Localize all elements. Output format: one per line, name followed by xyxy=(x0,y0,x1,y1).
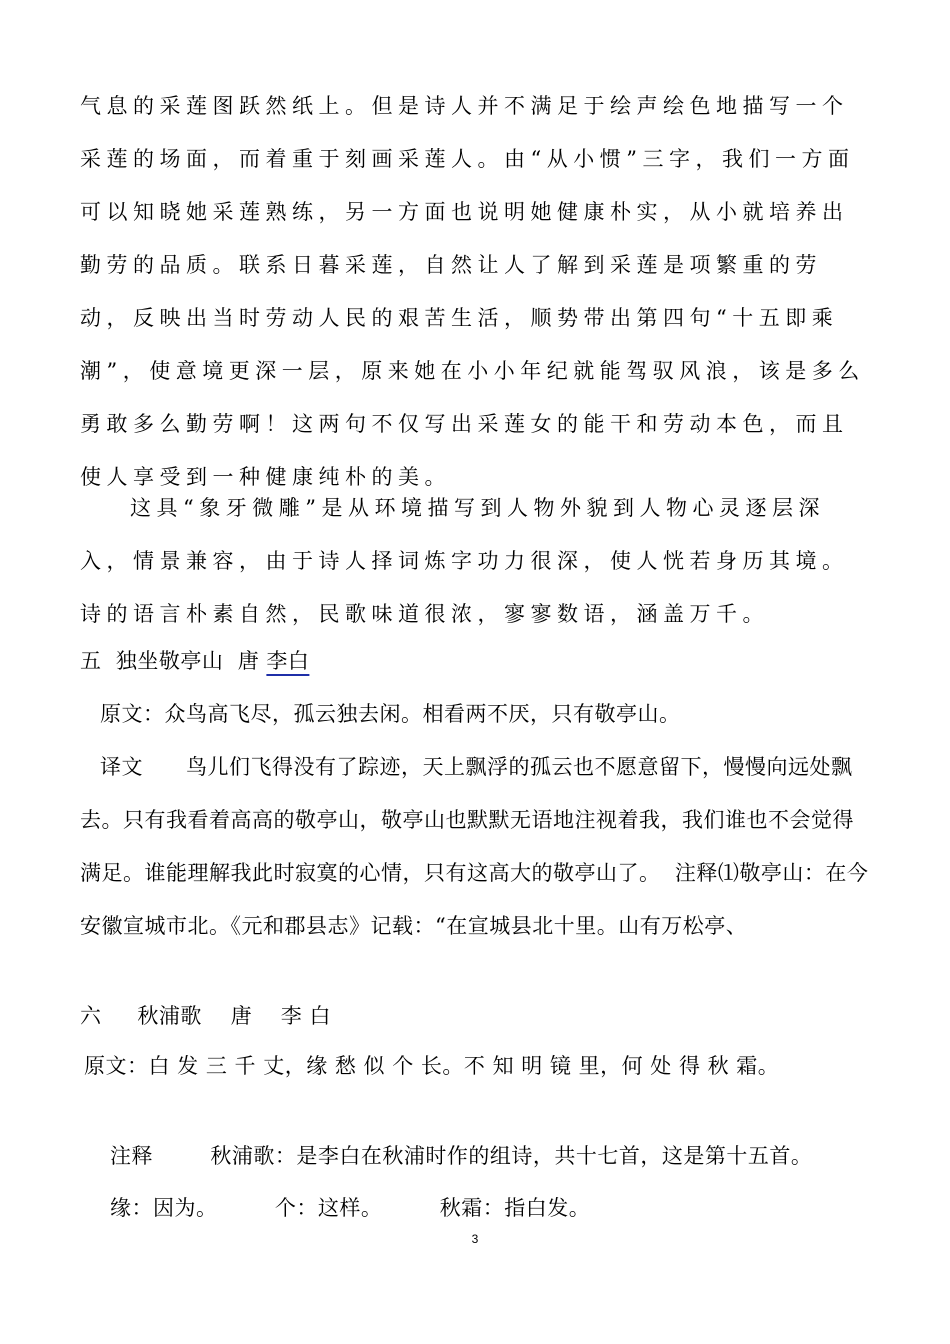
jingting-original-text: 原文：众鸟高飞尽，孤云独去闲。相看两不厌，只有敬亭山。 xyxy=(100,702,681,726)
page-number: 3 xyxy=(471,1232,479,1246)
jingting-translation-text: 译文 鸟儿们飞得没有了踪迹，天上飘浮的孤云也不愿意留下，慢慢向远处飘去。只有我看着高高的敬亭山，敬亭山也默默无语地注视着我，我们谁也不会觉得满足。谁能理解我此时寂寞的心情，只有这高大的敬亭山了。 注释⑴敬亭山：在今安徽宣城市北。《元和郡县志》记载：“在宣城县北十里。山有万松亭、 xyxy=(80,755,869,938)
section-heading-jingting-text: 五 独坐敬亭山 唐 xyxy=(80,649,267,673)
author-link-libai[interactable]: 李白 xyxy=(266,649,310,673)
paragraph-caelian-analysis: 气息的采莲图跃然纸上。但是诗人并不满足于绘声绘色地描写一个采莲的场面，而着重于刻画采莲人。由“从小惯”三字，我们一方面可以知晓她采莲熟练，另一方面也说明她健康朴实，从小就培养出勤劳的品质。联系日暮采莲，自然让人了解到采莲是项繁重的劳动，反映出当时劳动人民的艰苦生活，顺势带出第四句“十五即乘潮”，使意境更深一层，原来她在小小年纪就能驾驭风浪，该是多么勇敢多么勤劳啊！这两句不仅写出采莲女的能干和劳动本色，而且使人享受到一种健康纯朴的美。 xyxy=(80,94,865,489)
qiupu-note-definitions: 缘：因为。 个：这样。 秋霜：指白发。 xyxy=(110,1196,591,1220)
section-heading-qiupu: 六 秋浦歌 唐 李 白 xyxy=(80,1004,331,1028)
qiupu-original-text: 原文：白 发 三 千 丈，缘 愁 似 个 长。不 知 明 镜 里，何 处 得 秋 霜。 xyxy=(84,1054,780,1078)
section-heading-jingting xyxy=(80,635,870,688)
paragraph-ivory-carving: 这具“象牙微雕”是从环境描写到人物外貌到人物心灵逐层深入，情景兼容，由于诗人择词炼字功力很深，使人恍若身历其境。诗的语言朴素自然，民歌味道很浓，寥寥数语，涵盖万千。 xyxy=(80,496,849,626)
qiupu-note-title: 注释 秋浦歌：是李白在秋浦时作的组诗，共十七首，这是第十五首。 xyxy=(110,1144,813,1168)
